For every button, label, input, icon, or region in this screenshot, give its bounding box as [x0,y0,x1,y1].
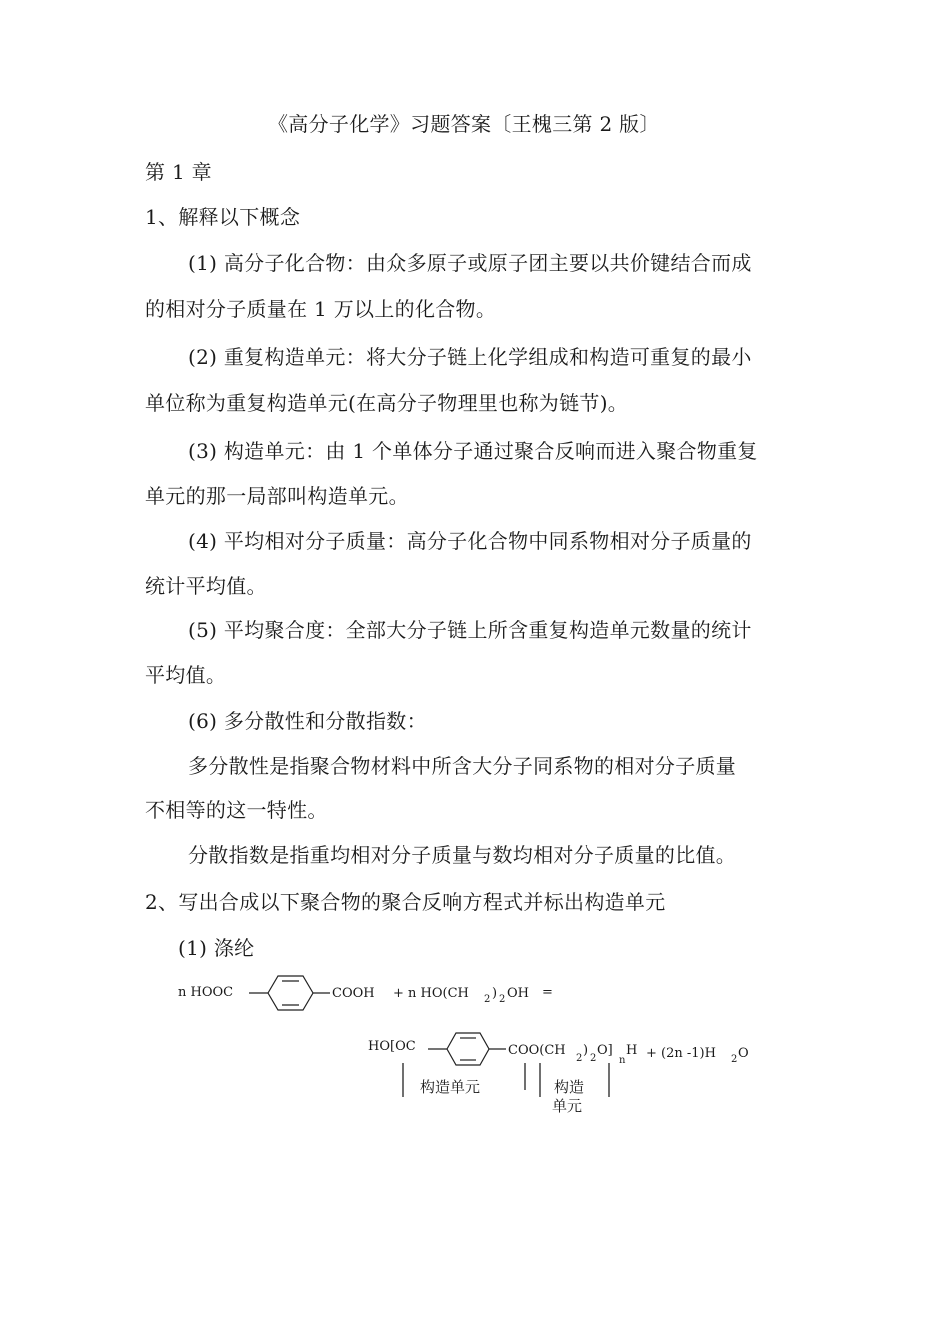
concept-3-line-1: (3) 构造单元：由 1 个单体分子通过聚合反响而进入聚合物重复 [188,439,758,463]
product-end-h: H [626,1043,638,1058]
document-title: 《高分子化学》习题答案〔王槐三第 2 版〕 [268,112,660,136]
polyester-subheading: (1) 涤纶 [178,936,255,960]
structural-unit-label-1: 构造单元 [420,1078,481,1096]
subscript: 2 [731,1054,738,1065]
concept-6-heading: (6) 多分散性和分散指数： [188,709,427,733]
product-start: HO[OC [368,1039,416,1054]
polydispersity-line-2: 不相等的这一特性。 [145,798,328,822]
concept-3-line-2: 单元的那一局部叫构造单元。 [145,484,409,508]
subscript: 2 [576,1053,583,1064]
question-2-heading: 2、写出合成以下聚合物的聚合反响方程式并标出构造单元 [145,890,666,914]
equals-sign: = [542,985,553,1000]
reactant-cooh-group: COOH [332,986,375,1001]
product-ester-group: COO(CH [508,1043,566,1058]
product-o-bracket: O] [597,1043,613,1058]
concept-2-line-2: 单位称为重复构造单元(在高分子物理里也称为链节)。 [145,391,629,415]
water-oxygen: O [738,1046,749,1061]
concept-2-line-1: (2) 重复构造单元：将大分子链上化学组成和构造可重复的最小 [188,345,752,369]
concept-5-line-1: (5) 平均聚合度：全部大分子链上所含重复构造单元数量的统计 [188,618,752,642]
polydispersity-line-1: 多分散性是指聚合物材料中所含大分子同系物的相对分子质量 [188,754,737,778]
chapter-heading: 第 1 章 [145,160,212,184]
reactant-oh-group: OH [507,986,529,1001]
concept-5-line-2: 平均值。 [145,663,227,687]
reactant-terephthalic-acid: n HOOC [178,985,234,1000]
paren: ) [492,986,498,1001]
concept-1-line-1: (1) 高分子化合物：由众多原子或原子团主要以共价键结合而成 [188,251,752,275]
dispersity-index-line: 分散指数是指重均相对分子质量与数均相对分子质量的比值。 [188,843,737,867]
subscript: 2 [499,994,506,1005]
paren: ) [583,1043,589,1058]
subscript: 2 [590,1053,597,1064]
concept-1-line-2: 的相对分子质量在 1 万以上的化合物。 [145,297,497,321]
concept-4-line-2: 统计平均值。 [145,574,267,598]
byproduct-water: + (2n -1)H [646,1046,716,1061]
structural-unit-label-2-line-1: 构造 [554,1078,585,1096]
degree-of-polymerization: n [619,1055,626,1066]
benzene-ring-icon [249,976,330,1010]
benzene-ring-icon [428,1033,506,1065]
structural-unit-label-2-line-2: 单元 [552,1097,583,1115]
subscript: 2 [484,994,491,1005]
reactant-ethylene-glycol: + n HO(CH [393,986,469,1001]
question-1-heading: 1、解释以下概念 [145,205,301,229]
concept-4-line-1: (4) 平均相对分子质量：高分子化合物中同系物相对分子质量的 [188,529,752,553]
